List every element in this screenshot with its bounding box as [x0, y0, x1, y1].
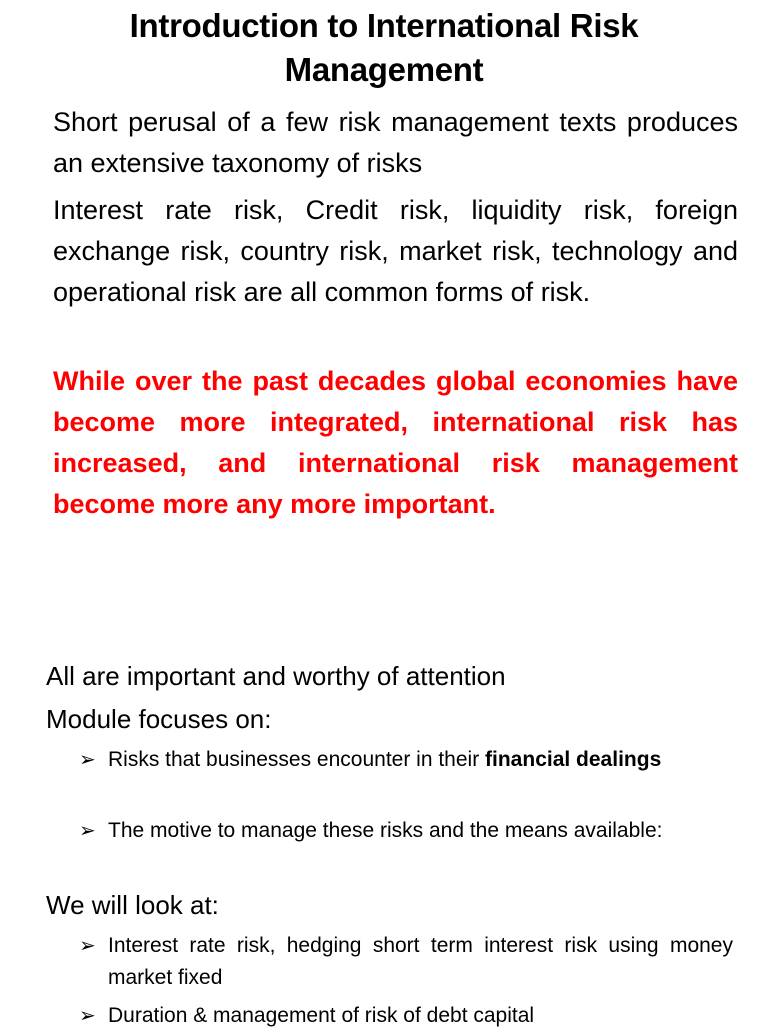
- bullet-item-interest-rate: [79, 930, 733, 994]
- arrow-bullet-icon: ➢: [79, 935, 96, 957]
- bullet-text-bold: financial dealings: [485, 748, 662, 771]
- highlight-paragraph: While over the past decades global economies have become more integrated, international risk has increased, and international risk management become more any more important.: [53, 366, 738, 519]
- intro-paragraph: Short perusal of a few risk management texts produces an extensive taxonomy of risks: [53, 107, 738, 178]
- module-focus-heading: Module focuses on:: [46, 704, 272, 734]
- arrow-bullet-icon: ➢: [79, 1005, 96, 1027]
- slide-title: Introduction to International Risk Management: [129, 7, 639, 88]
- arrow-bullet-icon: ➢: [79, 749, 96, 771]
- bullet-item-motive: [79, 815, 733, 847]
- bullet-text: Duration & management of risk of debt capital: [108, 1004, 535, 1027]
- bullet-text: The motive to manage these risks and the means available:: [108, 819, 663, 842]
- bullet-text-regular: Risks that businesses encounter in their: [108, 748, 486, 771]
- bullet-item-duration: [79, 1000, 733, 1032]
- bullet-text: Interest rate risk, hedging short term interest risk using money market fixed: [108, 934, 733, 989]
- attention-line: All are important and worthy of attention: [46, 661, 506, 691]
- look-at-heading: We will look at:: [46, 890, 219, 920]
- arrow-bullet-icon: ➢: [79, 820, 96, 842]
- risk-types-paragraph: Interest rate risk, Credit risk, liquidity risk, foreign exchange risk, country risk, market risk, technology and operational risk are all common forms of risk.: [53, 195, 738, 307]
- bullet-text: [108, 744, 733, 776]
- bullet-item-financial-dealings: [79, 744, 733, 776]
